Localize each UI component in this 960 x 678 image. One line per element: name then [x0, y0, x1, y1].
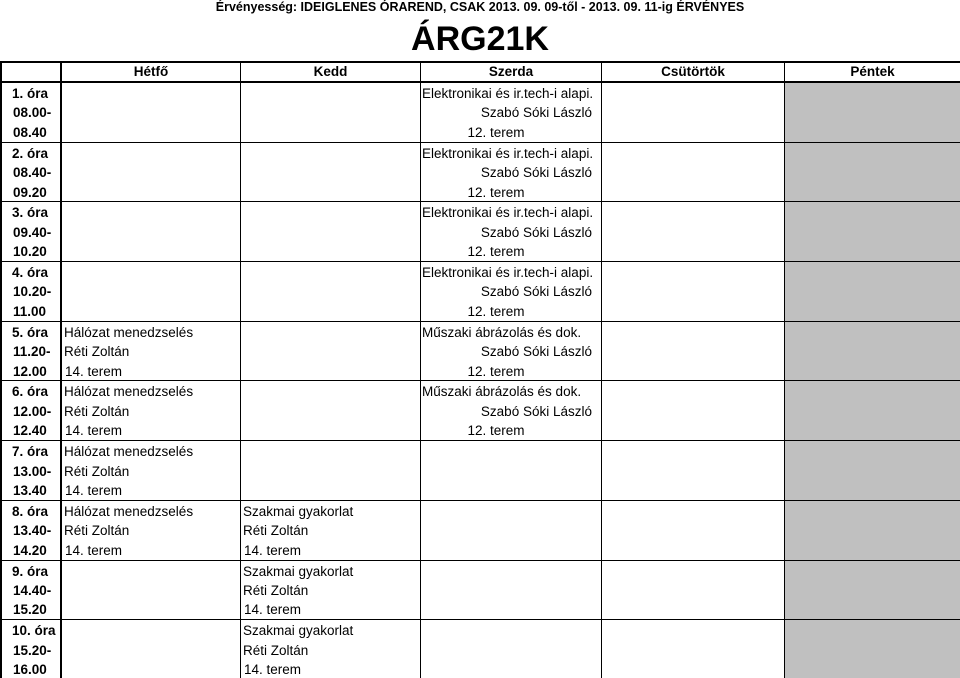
friday-slot	[785, 620, 960, 678]
lesson-cell	[602, 441, 785, 501]
lesson-cell	[241, 501, 421, 561]
lesson-room: 12. terem	[467, 423, 525, 439]
period-start: 12.00-	[13, 403, 52, 419]
lesson-cell	[421, 202, 602, 262]
lesson-cell	[241, 561, 421, 621]
lesson-teacher: Réti Zoltán	[243, 523, 309, 539]
period-cell	[2, 381, 62, 441]
day-header: Csütörtök	[602, 63, 785, 83]
period-end: 10.20	[13, 244, 47, 260]
lesson-cell	[241, 620, 421, 678]
lesson-cell	[241, 83, 421, 143]
period-cell	[2, 561, 62, 621]
lesson-cell	[602, 381, 785, 441]
lesson-subject: Hálózat menedzselés	[64, 384, 194, 400]
period-cell	[2, 501, 62, 561]
friday-slot	[785, 262, 960, 322]
day-header: Hétfő	[62, 63, 241, 83]
lesson-room: 12. terem	[467, 244, 525, 260]
lesson-subject: Elektronikai és ir.tech-i alapi.	[422, 86, 594, 101]
lesson-cell	[421, 143, 602, 203]
lesson-subject: Elektronikai és ir.tech-i alapi.	[422, 145, 594, 161]
lesson-subject: Szakmai gyakorlat	[243, 623, 354, 639]
period-cell	[2, 262, 62, 322]
lesson-cell	[421, 501, 602, 561]
lesson-cell	[241, 381, 421, 441]
corner-cell	[2, 63, 62, 83]
period-end: 14.20	[13, 542, 47, 558]
lesson-cell	[62, 202, 241, 262]
lesson-cell	[62, 501, 241, 561]
period-number: 2. óra	[12, 145, 49, 161]
period-start: 13.00-	[13, 463, 52, 479]
period-end: 08.40	[13, 124, 47, 140]
lesson-subject: Hálózat menedzselés	[64, 444, 194, 460]
lesson-room: 14. terem	[65, 542, 123, 558]
lesson-cell	[421, 262, 602, 322]
period-number: 6. óra	[12, 384, 49, 400]
class-code-title: ÁRG21K	[411, 20, 549, 58]
period-end: 13.40	[13, 482, 47, 498]
period-cell	[2, 143, 62, 203]
lesson-cell	[602, 561, 785, 621]
period-start: 09.40-	[13, 224, 52, 240]
lesson-cell	[602, 322, 785, 382]
friday-slot	[785, 561, 960, 621]
lesson-cell	[602, 83, 785, 143]
lesson-cell	[241, 262, 421, 322]
lesson-subject: Szakmai gyakorlat	[243, 503, 354, 519]
lesson-teacher: Réti Zoltán	[64, 344, 130, 360]
lesson-cell	[62, 381, 241, 441]
period-number: 4. óra	[12, 265, 49, 281]
period-number: 10. óra	[12, 623, 56, 639]
period-start: 08.40-	[13, 165, 52, 181]
lesson-cell	[62, 441, 241, 501]
lesson-cell	[62, 322, 241, 382]
lesson-cell	[602, 202, 785, 262]
friday-slot	[785, 441, 960, 501]
lesson-subject: Elektronikai és ir.tech-i alapi.	[422, 205, 594, 221]
lesson-subject: Műszaki ábrázolás és dok.	[422, 324, 582, 340]
lesson-cell	[241, 441, 421, 501]
lesson-teacher: Réti Zoltán	[243, 582, 309, 598]
period-number: 5. óra	[12, 324, 49, 340]
lesson-room: 12. terem	[467, 184, 525, 200]
period-start: 14.40-	[13, 582, 52, 598]
lesson-cell	[62, 83, 241, 143]
lesson-room: 12. terem	[467, 363, 525, 379]
period-end: 11.00	[13, 303, 47, 319]
lesson-subject: Szakmai gyakorlat	[243, 563, 354, 579]
period-number: 8. óra	[12, 503, 49, 519]
lesson-room: 12. terem	[467, 124, 525, 140]
lesson-teacher: Réti Zoltán	[64, 523, 130, 539]
period-cell	[2, 202, 62, 262]
period-end: 16.00	[13, 662, 47, 677]
lesson-teacher: Réti Zoltán	[243, 642, 309, 658]
lesson-cell	[421, 441, 602, 501]
lesson-room: 14. terem	[65, 363, 123, 379]
day-header: Kedd	[241, 63, 421, 83]
lesson-cell	[421, 322, 602, 382]
period-end: 15.20	[13, 602, 47, 618]
period-end: 09.20	[13, 184, 47, 200]
lesson-cell	[421, 381, 602, 441]
lesson-teacher: Szabó Sóki László	[480, 284, 592, 300]
period-start: 08.00-	[13, 105, 52, 121]
lesson-cell	[602, 501, 785, 561]
lesson-room: 14. terem	[244, 662, 302, 677]
period-number: 7. óra	[12, 444, 49, 460]
friday-slot	[785, 202, 960, 262]
lesson-room: 14. terem	[244, 602, 302, 618]
lesson-cell	[421, 561, 602, 621]
day-header: Péntek	[785, 63, 960, 83]
lesson-teacher: Réti Zoltán	[64, 463, 130, 479]
period-cell	[2, 441, 62, 501]
validity-notice: Érvényesség: IDEIGLENES ÓRAREND, CSAK 2013. 09. 09-től - 2013. 09. 11-ig ÉRVÉNYES	[215, 0, 745, 14]
lesson-cell	[241, 322, 421, 382]
friday-slot	[785, 83, 960, 143]
lesson-cell	[421, 83, 602, 143]
period-number: 9. óra	[12, 563, 49, 579]
period-start: 10.20-	[13, 284, 52, 300]
lesson-cell	[62, 620, 241, 678]
lesson-cell	[421, 620, 602, 678]
timetable-grid	[0, 61, 960, 678]
lesson-cell	[62, 262, 241, 322]
period-end: 12.40	[13, 423, 47, 439]
period-start: 11.20-	[13, 344, 51, 360]
lesson-cell	[602, 620, 785, 678]
lesson-room: 14. terem	[244, 542, 302, 558]
lesson-teacher: Szabó Sóki László	[480, 105, 592, 121]
period-cell	[2, 322, 62, 382]
period-start: 15.20-	[13, 642, 52, 658]
lesson-room: 14. terem	[65, 482, 123, 498]
lesson-cell	[602, 262, 785, 322]
lesson-teacher: Szabó Sóki László	[480, 344, 592, 360]
lesson-teacher: Szabó Sóki László	[480, 165, 592, 181]
lesson-cell	[241, 143, 421, 203]
lesson-room: 14. terem	[65, 423, 123, 439]
period-cell	[2, 620, 62, 678]
lesson-subject: Elektronikai és ir.tech-i alapi.	[422, 265, 594, 281]
friday-slot	[785, 501, 960, 561]
lesson-subject: Műszaki ábrázolás és dok.	[422, 384, 582, 400]
friday-slot	[785, 143, 960, 203]
lesson-cell	[62, 143, 241, 203]
lesson-subject: Hálózat menedzselés	[64, 324, 194, 340]
day-header: Szerda	[421, 63, 602, 83]
lesson-cell	[602, 143, 785, 203]
friday-slot	[785, 322, 960, 382]
lesson-cell	[241, 202, 421, 262]
period-start: 13.40-	[13, 523, 52, 539]
period-number: 3. óra	[12, 205, 49, 221]
lesson-teacher: Réti Zoltán	[64, 403, 130, 419]
period-end: 12.00	[13, 363, 47, 379]
period-number: 1. óra	[12, 86, 49, 101]
lesson-teacher: Szabó Sóki László	[480, 403, 592, 419]
friday-slot	[785, 381, 960, 441]
period-cell	[2, 83, 62, 143]
lesson-cell	[62, 561, 241, 621]
lesson-room: 12. terem	[467, 303, 525, 319]
lesson-subject: Hálózat menedzselés	[64, 503, 194, 519]
lesson-teacher: Szabó Sóki László	[480, 224, 592, 240]
